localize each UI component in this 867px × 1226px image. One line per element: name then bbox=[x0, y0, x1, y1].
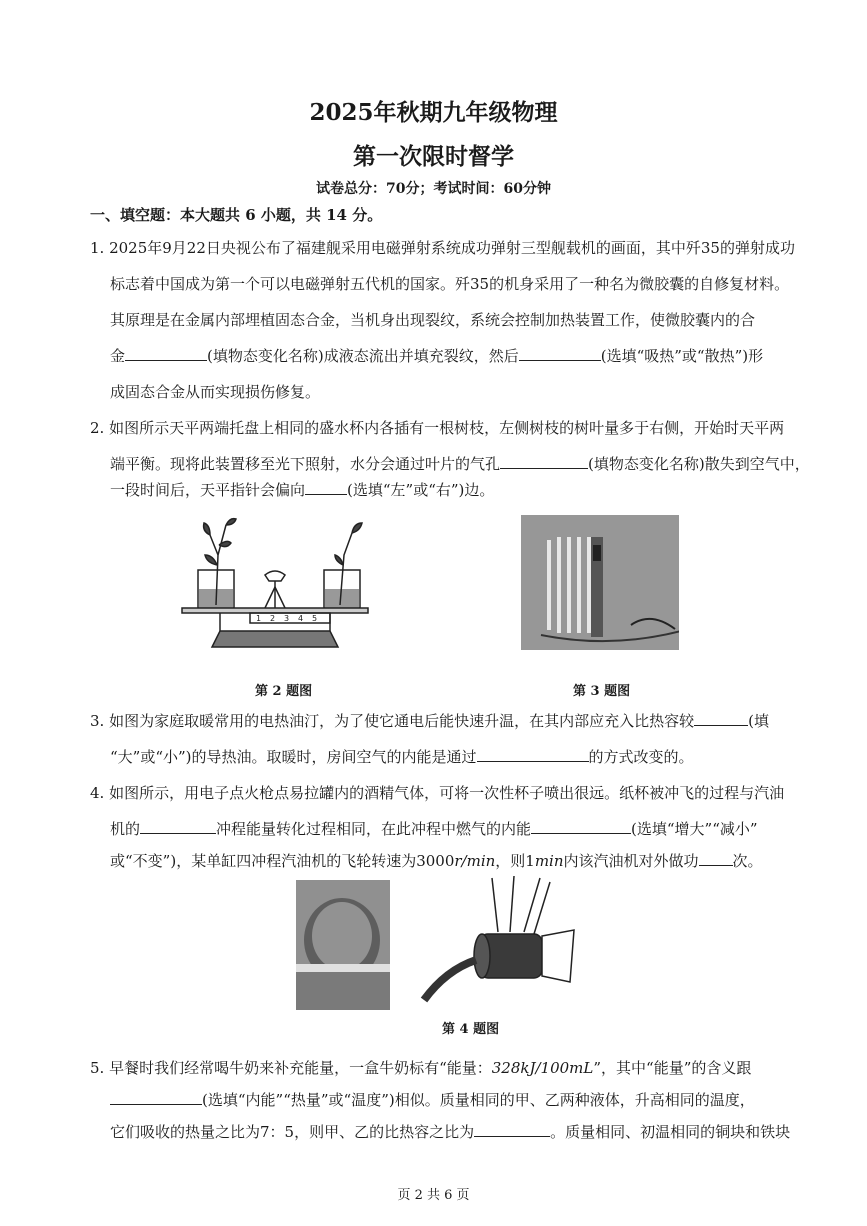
q2-text: (填物态变化名称)散失到空气中， bbox=[588, 455, 810, 473]
scale-tick: 1 bbox=[256, 614, 262, 623]
q4-text: 或“不变”)，某单缸四冲程汽油机的飞轮转速为3000 bbox=[110, 852, 455, 870]
q4-text: (选填“增大”“减小” bbox=[631, 820, 758, 838]
q2-text: 端平衡。现将此装置移至光下照射，水分会通过叶片的气孔 bbox=[110, 455, 501, 473]
scale-tick: 4 bbox=[298, 614, 304, 623]
paper-cup bbox=[542, 930, 574, 982]
scale-base bbox=[212, 631, 338, 647]
figure-2-caption: 第 2 题图 bbox=[255, 684, 313, 699]
exam-info: 试卷总分：70分；考试时间：60分钟 bbox=[316, 181, 551, 197]
q2-line-1: 2. 如图所示天平两端托盘上相同的盛水杯内各插有一根树枝，左侧树枝的树叶量多于右侧，开始时天平两 bbox=[90, 419, 785, 437]
q4-line-3 bbox=[110, 843, 763, 879]
q2-line-3 bbox=[110, 472, 494, 508]
q5-blank-2[interactable] bbox=[474, 1120, 550, 1137]
q3-line-1 bbox=[90, 703, 769, 739]
q4-line-1: 4. 如图所示，用电子点火枪点易拉罐内的酒精气体，可将一次性杯子喷出很远。纸杯被冲飞的过程与汽油 bbox=[90, 784, 785, 802]
q4-blank-1[interactable] bbox=[140, 817, 216, 834]
scale-ruler bbox=[250, 613, 330, 623]
balance-scale-figure bbox=[180, 515, 370, 655]
q2-blank-1[interactable] bbox=[500, 452, 588, 469]
section-heading: 一、填空题：本大题共 6 小题，共 14 分。 bbox=[90, 206, 383, 224]
page-number: 页 2 共 6 页 bbox=[397, 1188, 470, 1203]
right-water bbox=[325, 589, 359, 607]
q5-line-1 bbox=[90, 1050, 751, 1086]
q2-text: 一段时间后，天平指针会偏向 bbox=[110, 481, 306, 499]
q5-text: 它们吸收的热量之比为7：5，则甲、乙的比热容之比为 bbox=[110, 1123, 475, 1141]
q4-text: 次。 bbox=[732, 852, 763, 870]
q3-text: 3. 如图为家庭取暖常用的电热油汀，为了使它通电后能快速升温，在其内部应充入比热容较 bbox=[90, 712, 695, 730]
figure-3-caption: 第 3 题图 bbox=[573, 684, 631, 699]
q5-blank-1[interactable] bbox=[110, 1088, 202, 1105]
q1-line-5: 成固态合金从而实现损伤修复。 bbox=[110, 383, 321, 401]
q1-text: (选填“吸热”或“散热”)形 bbox=[600, 347, 764, 365]
q5-line-3 bbox=[110, 1114, 790, 1150]
q1-text: (填物态变化名称)成液态流出并填充裂纹，然后 bbox=[207, 347, 519, 365]
exam-title: 2025年秋期九年级物理 bbox=[309, 99, 558, 126]
q4-line-2 bbox=[110, 811, 758, 847]
q1-line-4 bbox=[110, 338, 763, 374]
q4-unit: min bbox=[534, 852, 564, 870]
q5-text: 。质量相同、初温相同的铜块和铁块 bbox=[550, 1123, 791, 1141]
q3-blank-1[interactable] bbox=[694, 709, 748, 726]
q3-line-2 bbox=[110, 739, 694, 775]
q4-unit: r/min bbox=[454, 852, 496, 870]
oil-heater-photo bbox=[521, 515, 679, 650]
q4-text: ，则1 bbox=[495, 852, 535, 870]
q5-unit: 328kJ/100mL bbox=[491, 1059, 594, 1077]
q3-blank-2[interactable] bbox=[477, 745, 589, 762]
q5-text: 5. 早餐时我们经常喝牛奶来补充能量，一盒牛奶标有“能量： bbox=[90, 1059, 492, 1077]
q3-text: “大”或“小”)的导热油。取暖时，房间空气的内能是通过 bbox=[110, 748, 477, 766]
q4-text: 机的 bbox=[110, 820, 141, 838]
scale-tick: 5 bbox=[312, 614, 318, 623]
scale-tick: 3 bbox=[284, 614, 290, 623]
q1-blank-2[interactable] bbox=[519, 344, 601, 361]
scale-tick: 2 bbox=[270, 614, 276, 623]
q1-line-3: 其原理是在金属内部埋植固态合金，当机身出现裂纹，系统会控制加热装置工作，使微胶囊内的合 bbox=[110, 311, 756, 329]
q3-text: 的方式改变的。 bbox=[588, 748, 694, 766]
q4-blank-3[interactable] bbox=[699, 849, 733, 866]
q2-text: (选填“左”或“右”)边。 bbox=[347, 481, 495, 499]
q1-line-2: 标志着中国成为第一个可以电磁弹射五代机的国家。歼35的机身采用了一种名为微胶囊的自修复材料。 bbox=[110, 275, 790, 293]
q4-text: 内该汽油机对外做功 bbox=[563, 852, 699, 870]
q5-text: (选填“内能”“热量”或“温度”)相似。质量相同的甲、乙两种液体，升高相同的温度， bbox=[202, 1091, 755, 1109]
q1-line-1: 1. 2025年9月22日央视公布了福建舰采用电磁弹射系统成功弹射三型舰载机的画面，其中歼35的弹射成功 bbox=[90, 239, 795, 257]
left-leaves bbox=[204, 519, 236, 565]
q4-text: 冲程能量转化过程相同，在此冲程中燃气的内能 bbox=[216, 820, 532, 838]
q1-text: 金 bbox=[110, 347, 126, 365]
figure-4-caption: 第 4 题图 bbox=[442, 1022, 500, 1037]
q3-text: (填 bbox=[748, 712, 769, 730]
q5-line-2 bbox=[110, 1082, 755, 1118]
exam-subtitle: 第一次限时督学 bbox=[353, 143, 514, 170]
q4-blank-2[interactable] bbox=[531, 817, 631, 834]
ignition-can-photo bbox=[296, 880, 390, 1010]
center-dish bbox=[265, 571, 285, 581]
can-and-cup-diagram bbox=[410, 876, 580, 1010]
q1-blank-1[interactable] bbox=[125, 344, 207, 361]
q5-text: ”，其中“能量”的含义跟 bbox=[593, 1059, 752, 1077]
q2-blank-2[interactable] bbox=[305, 478, 347, 495]
ignition-gun bbox=[424, 960, 476, 1000]
